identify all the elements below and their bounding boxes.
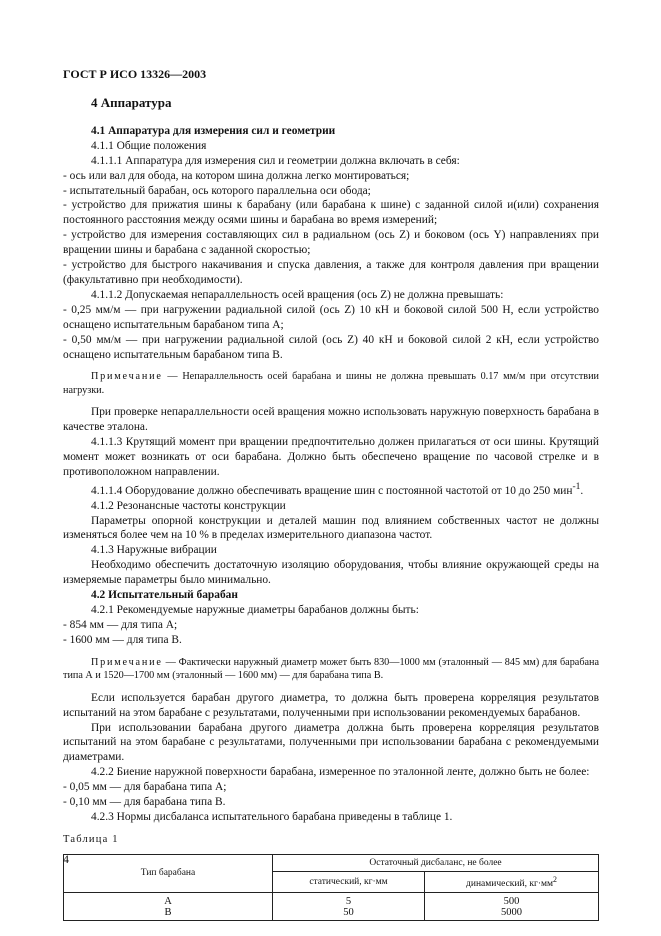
table-cell-value: 50: [343, 906, 354, 918]
paragraph: Параметры опорной конструкции и деталей машин под влиянием собственных частот не должны изменяться более чем на 10 % в пределах измерительного диапазона частот.: [63, 514, 599, 542]
note-2: [63, 656, 599, 683]
imbalance-table: [63, 854, 599, 921]
clause-4-2-3: 4.2.3 Нормы дисбаланса испытательного барабана приведены в таблице 1.: [91, 810, 453, 823]
table-cell-value: 5: [345, 895, 352, 907]
clause-4-1-3: 4.1.3 Наружные вибрации: [91, 544, 217, 557]
document-body: [63, 92, 599, 921]
paragraph: При использовании барабана другого диаметра должна быть проверена корреляция результатов испытаний на этом барабане с результатами, полученными при использовании барабана с рекомендуемыми диаметрами.: [63, 721, 599, 764]
clause-4-1-1-3: 4.1.1.3 Крутящий момент при вращении предпочтительно должен прилагаться от оси шины. Крутящий момент может возникать от оси барабана. Должно быть обеспечено вращение по часовой стрелке и в противоположном направлении.: [63, 436, 599, 479]
note-label: Примечание: [91, 371, 163, 383]
table-cell-dynamic: [425, 892, 599, 920]
page-number: 4: [63, 852, 69, 866]
list-item: - 0,05 мм — для барабана типа А;: [63, 781, 227, 794]
table-header-type: Тип барабана: [64, 854, 273, 892]
paragraph: При проверке непараллельности осей вращения можно использовать наружную поверхность барабана в качестве эталона.: [63, 406, 599, 434]
table-cell-value: 500: [503, 895, 520, 907]
list-item: - устройство для быстрого накачивания и спуска давления, а также для контроля давления при вращении (факультативно при необходимости).: [63, 259, 599, 286]
note-label: Примечание: [91, 656, 163, 668]
clause-4-1-1-2: 4.1.1.2 Допускаемая непараллельность осей вращения (ось Z) не должна превышать:: [91, 288, 504, 301]
note-text: — Непараллельность осей барабана и шины не должна превышать 0.17 мм/м при отсутствии нагрузки.: [63, 371, 599, 396]
superscript: -1: [572, 481, 581, 492]
clause-end: .: [580, 484, 584, 497]
note-text: — Фактически наружный диаметр может быть 830—1000 мм (эталонный — 845 мм) для барабана типа А и 1520—1700 мм (эталонный — 1600 мм) — для барабана типа В.: [63, 656, 599, 682]
list-item: - устройство для измерения составляющих сил в радиальном (ось Z) и боковом (ось Y) направлениях при вращении шины и барабана с заданной скоростью;: [63, 229, 599, 257]
list-item: - испытательный барабан, ось которого параллельна оси обода;: [63, 184, 371, 197]
subsection-4-1-title: 4.1 Аппаратура для измерения сил и геометрии: [91, 124, 336, 137]
table-cell-value: А: [164, 895, 172, 907]
table-cell-value: В: [164, 906, 172, 918]
clause-4-1-2: 4.1.2 Резонансные частоты конструкции: [91, 499, 286, 512]
table-caption: Таблица 1: [63, 833, 119, 845]
paragraph: Если используется барабан другого диаметра, то должна быть проверена корреляция результатов испытаний на этом барабане с результатами, полученными при использовании рекомендуемых барабанов.: [63, 691, 599, 719]
superscript: 2: [553, 874, 557, 884]
list-item: - 0,25 мм/м — при нагружении радиальной силой (ось Z) 10 кН и боковой силой 500 Н, если устройство оснащено испытательным барабаном типа А;: [63, 303, 599, 331]
list-item: - 854 мм — для типа А;: [63, 618, 178, 631]
list-item: - 0,10 мм — для барабана типа В.: [63, 796, 226, 809]
paragraph: Необходимо обеспечить достаточную изоляцию оборудования, чтобы влияние окружающей среды на измеряемые параметры было минимально.: [63, 559, 599, 587]
table-header-static: статический, кг·мм: [273, 871, 425, 892]
list-item: - устройство для прижатия шины к барабану (или барабана к шине) с заданной силой и(или) сохранения постоянного расстояния между осями шины и барабана во время измерений;: [63, 199, 599, 227]
list-item: - 0,50 мм/м — при нагружении радиальной силой (ось Z) 40 кН и боковой силой 2 кН, если устройство оснащено испытательным барабаном типа В.: [63, 333, 599, 361]
clause-4-1-1-4: [63, 480, 599, 499]
clause-text: 4.1.1.4 Оборудование должно обеспечивать вращение шин с постоянной частотой от 10 до 250 мин: [91, 484, 573, 497]
list-item: - 1600 мм — для типа В.: [63, 633, 182, 646]
clause-4-1-1: 4.1.1 Общие положения: [91, 139, 207, 152]
list-item: - ось или вал для обода, на котором шина должна легко монтироваться;: [63, 169, 410, 182]
clause-4-2-1: 4.2.1 Рекомендуемые наружные диаметры барабанов должны быть:: [91, 603, 419, 616]
table-cell-static: [273, 892, 425, 920]
note-1: [63, 370, 599, 397]
document-header: ГОСТ Р ИСО 13326—2003: [63, 67, 207, 81]
subsection-4-2-title: 4.2 Испытательный барабан: [91, 589, 238, 602]
clause-4-1-1-1: 4.1.1.1 Аппаратура для измерения сил и геометрии должна включать в себя:: [91, 154, 460, 167]
header-text: динамический, кг·мм: [466, 878, 554, 889]
clause-4-2-2: 4.2.2 Биение наружной поверхности барабана, измеренное по эталонной ленте, должно быть не более:: [91, 766, 590, 779]
table-header-dynamic: [425, 871, 599, 892]
table-cell-value: 5000: [501, 906, 523, 918]
table-cell-type: [64, 892, 273, 920]
section-title: 4 Аппаратура: [91, 95, 172, 110]
table-body-row: [64, 892, 599, 920]
table-header-group: Остаточный дисбаланс, не более: [273, 854, 599, 871]
